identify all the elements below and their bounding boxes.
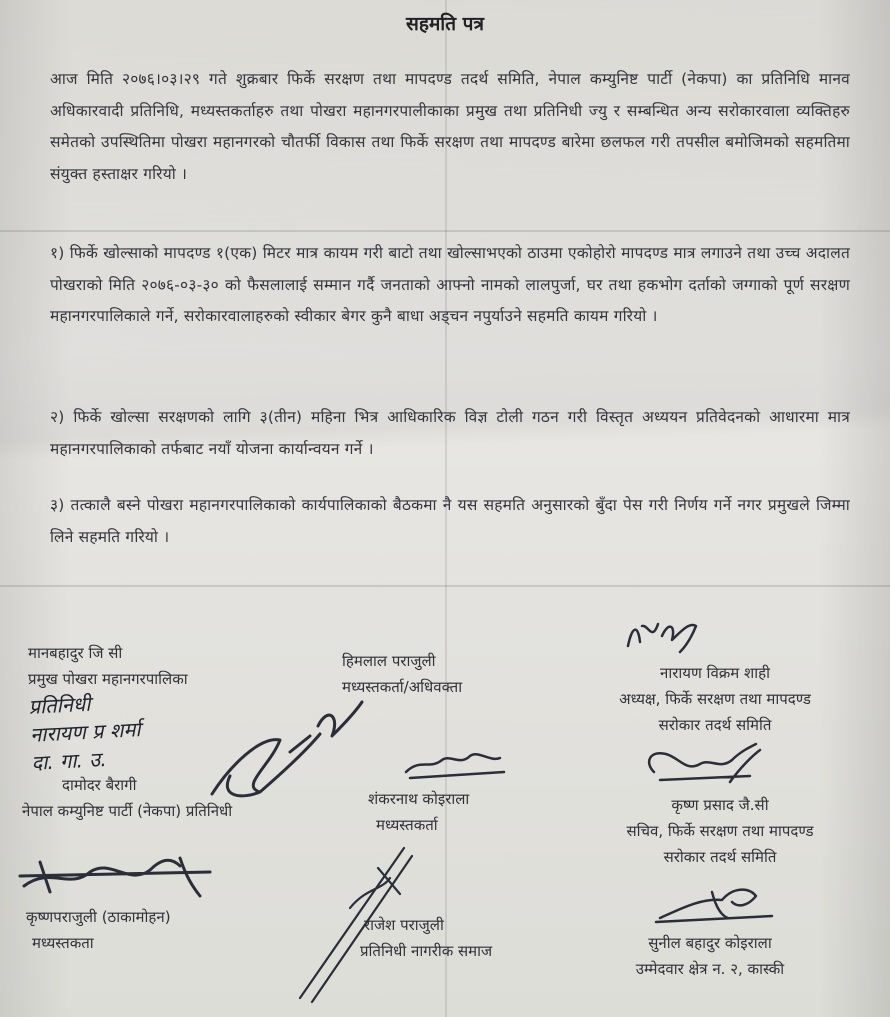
point-2: २) फिर्के खोल्सा सरक्षणको लागि ३(तीन) महिना भित्र आधिकारिक विज्ञ टोली गठन गरी विस्तृत अध्ययन प्रतिवेदनको आधारमा मात्र महानगरपालिकाको तर्फबाट नयाँ योजना कार्यान्वयन गर्ने । bbox=[50, 408, 850, 458]
signatory-name: कृष्ण प्रसाद जै.सी bbox=[671, 796, 769, 814]
point-3: ३) तत्कालै बस्ने पोखरा महानगरपालिकाको कार्यपालिकाको बैठकमा नै यस सहमति अनुसारको बुँदा पेस गरी निर्णय गर्ने नगर प्रमुखले जिम्मा लिने सहमति गरियो । bbox=[50, 496, 850, 546]
signatory-name: नारायण विक्रम शाही bbox=[660, 664, 770, 682]
signatory-name: राजेश पराजुली bbox=[364, 916, 444, 934]
signatory-name: मानबहादुर जि सी bbox=[28, 644, 123, 662]
signatory-name: हिमलाल पराजुली bbox=[342, 652, 436, 670]
signatory-role: अध्यक्ष, फिर्के सरक्षण तथा मापदण्ड bbox=[619, 690, 811, 708]
signature-candidate-scrawl bbox=[652, 878, 782, 928]
signatory-role: प्रतिनिधी नागरीक समाज bbox=[360, 942, 493, 960]
signatory-name: दामोदर बैरागी bbox=[62, 776, 137, 794]
signatory-candidate bbox=[590, 930, 830, 982]
signatory-mediator-2 bbox=[26, 904, 171, 956]
signatory-role: उम्मेदवार क्षेत्र न. २, कास्की bbox=[635, 960, 785, 978]
handwritten-note bbox=[28, 687, 143, 777]
signatory-name: शंकरनाथ कोइराला bbox=[368, 790, 470, 808]
handwritten-line: नारायण प्र शर्मा bbox=[29, 717, 142, 747]
signature-civil-scrawl bbox=[290, 838, 420, 1008]
signatory-committee-chair bbox=[580, 660, 850, 738]
signatory-mediator-advocate bbox=[342, 648, 462, 700]
document-title: सहमति पत्र bbox=[406, 13, 484, 35]
signatory-role: मध्यस्तकर्ता/अधिवक्ता bbox=[342, 678, 463, 696]
signatory-name: सुनील बहादुर कोइराला bbox=[648, 934, 772, 952]
handwritten-line: दा. गा. उ. bbox=[30, 746, 108, 775]
signatory-mediator bbox=[368, 786, 469, 838]
signatory-role: मध्यस्तकता bbox=[32, 934, 94, 952]
signature-party-scrawl bbox=[200, 696, 370, 806]
signatory-role: मध्यस्तकर्ता bbox=[376, 816, 438, 834]
signatory-name: कृष्णपराजुली (ठाकामोहन) bbox=[26, 908, 171, 926]
signatory-role: नेपाल कम्युनिष्ट पार्टी (नेकपा) प्रतिनिधी bbox=[22, 802, 233, 820]
handwritten-line: प्रतिनिधी bbox=[27, 691, 91, 719]
signature-mediator2-scrawl bbox=[10, 846, 220, 906]
signature-mediator-scrawl bbox=[400, 742, 510, 782]
signature-secretary-scrawl bbox=[640, 742, 770, 792]
signatory-mayor bbox=[28, 640, 188, 692]
signatory-role: सचिव, फिर्के सरक्षण तथा मापदण्ड bbox=[626, 822, 814, 840]
intro-paragraph: आज मिति २०७६।०३।२९ गते शुक्रबार फिर्के सरक्षण तथा मापदण्ड तदर्थ समिति, नेपाल कम्युनिष्ट पार्टी (नेकपा) का प्रतिनिधि मानव अधिकारवादी प्रतिनिधि, मध्यस्तकर्ताहरु तथा पोखरा महानगरपालीकाका प्रमुख तथा प्रतिनिधी ज्यु र सम्बन्धित अन्य सरोकारवाला व्यक्तिहरु समेतको उपस्थितिमा पोखरा महानगरको चौतर्फी विकास तथा फिर्के सरक्षण तथा मापदण्ड बारेमा छलफल गरी तपसील बमोजिमको सहमतिमा संयुक्त हस्ताक्षर गरियो । bbox=[50, 70, 850, 183]
signatory-committee-secretary bbox=[585, 792, 855, 870]
signature-chair-scrawl bbox=[622, 612, 712, 656]
point-1: १) फिर्के खोल्साको मापदण्ड १(एक) मिटर मात्र कायम गरी बाटो तथा खोल्साभएको ठाउमा एकोहोरो मापदण्ड मात्र लगाउने तथा उच्च अदालत पोखराको मिति २०७६-०३-३० को फैसलालाई सम्मान गर्दै जनताको आफ्नो नामको लालपुर्जा, घर तथा हकभोग दर्ताको जग्गाको पूर्ण सरक्षण महानगरपालिकाले गर्ने, सरोकारवालाहरुको स्वीकार बेगर कुनै बाधा अड्चन नपुर्याउने सहमति कायम गरियो । bbox=[50, 244, 850, 325]
signatory-role: प्रमुख पोखरा महानगरपालिका bbox=[28, 670, 188, 688]
signatory-role: सरोकार तदर्थ समिति bbox=[658, 716, 772, 734]
signatory-role: सरोकार तदर्थ समिति bbox=[663, 848, 777, 866]
